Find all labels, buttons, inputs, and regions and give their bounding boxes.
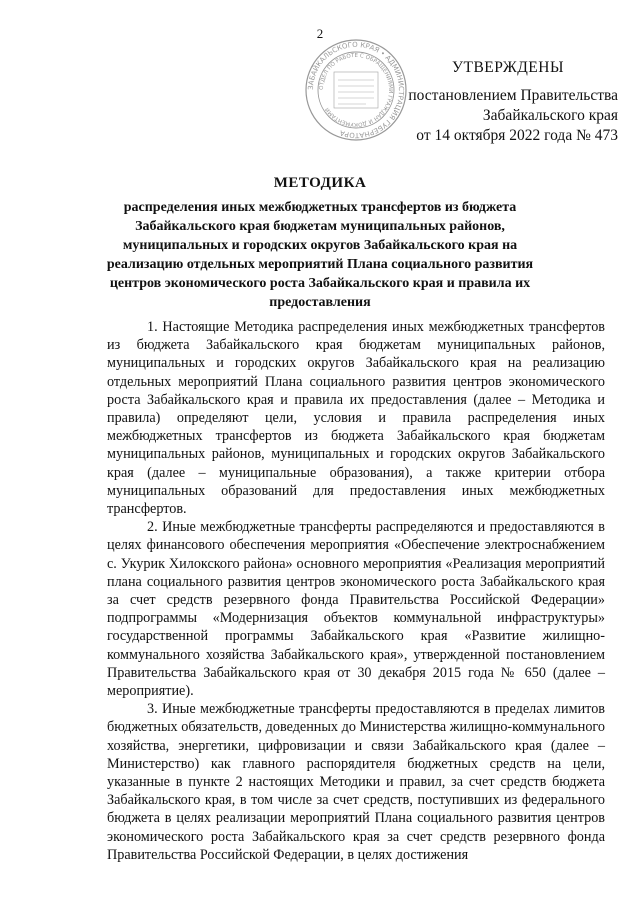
seal-inner-text: ОТДЕЛ ПО РАБОТЕ С ОБРАЩЕНИЯМИ ГРАЖДАН И ДОКУМЕНТАМИ	[318, 52, 394, 128]
paragraph-2: 2. Иные межбюджетные трансферты распределяются и предоставляются в целях финансового обеспечения мероприятия «Обеспечение электроснабжением с. Укурик Хилокского района» основного мероприятия «Реализация мероприятий плана социального развития центров экономического роста Забайкальского края за счет средств резервного фонда Правительства Российской Федерации» подпрограммы «Модернизация объектов коммунальной инфраструктуры» государственной программы Забайкальского края «Развитие жилищно-коммунального хозяйства Забайкальского края», утвержденной постановлением Правительства Забайкальского края от 30 декабря 2015 года № 650 (далее – мероприятие).	[107, 519, 605, 700]
approval-block	[398, 58, 618, 146]
document-body	[107, 318, 605, 864]
page-number: 2	[316, 26, 324, 41]
approval-heading: УТВЕРЖДЕНЫ	[452, 59, 564, 76]
paragraph-3: 3. Иные межбюджетные трансферты предоставляются в пределах лимитов бюджетных обязательств, доведенных до Министерства жилищно-коммунального хозяйства, энергетики, цифровизации и связи Забайкальского края (далее – Министерство) как главного распорядителя бюджетных средств на цели, указанные в пункте 2 настоящих Методики и правил, за счет средств бюджета Забайкальского края, в том числе за счет средств, поступивших из федерального бюджета в целях реализации мероприятий Плана социального развития центров экономического роста Забайкальского края за счет средств резервного фонда Правительства Российской Федерации, в целях достижения	[107, 701, 605, 863]
document-subtitle: распределения иных межбюджетных трансфертов из бюджета Забайкальского края бюджетам муниципальных районов, муниципальных и городских округов Забайкальского края на реализацию отдельных мероприятий Плана социального развития центров экономического роста Забайкальского края и правила их предоставления	[106, 200, 534, 310]
paragraph-1: 1. Настоящие Методика распределения иных межбюджетных трансфертов из бюджета Забайкальского края бюджетам муниципальных районов, муниципальных и городских округов Забайкальского края на реализацию отдельных мероприятий Плана социального развития центров экономического роста Забайкальского края и правила их предоставления (далее – Методика и правила) определяют цели, условия и правила распределения иных межбюджетных трансфертов из бюджета Забайкальского края бюджетам муниципальных районов, муниципальных и городских округов Забайкальского края (далее – муниципальные образования), а также критерии отбора муниципальных образований для предоставления иных межбюджетных трансфертов.	[107, 319, 605, 518]
document-title: МЕТОДИКА	[273, 175, 367, 191]
seal-outer-text: ЗАБАЙКАЛЬСКОГО КРАЯ • АДМИНИСТРАЦИЯ ГУБЕРНАТОРА	[306, 40, 406, 140]
approval-line-3: от 14 октября 2022 года № 473	[416, 127, 618, 144]
official-seal-stamp	[304, 38, 408, 142]
svg-text:ОТДЕЛ ПО РАБОТЕ С ОБРАЩЕНИЯМИ	[319, 53, 393, 127]
document-title-block	[100, 175, 540, 312]
approval-line-1: постановлением Правительства	[408, 87, 618, 104]
approval-line-2: Забайкальского края	[482, 107, 618, 124]
